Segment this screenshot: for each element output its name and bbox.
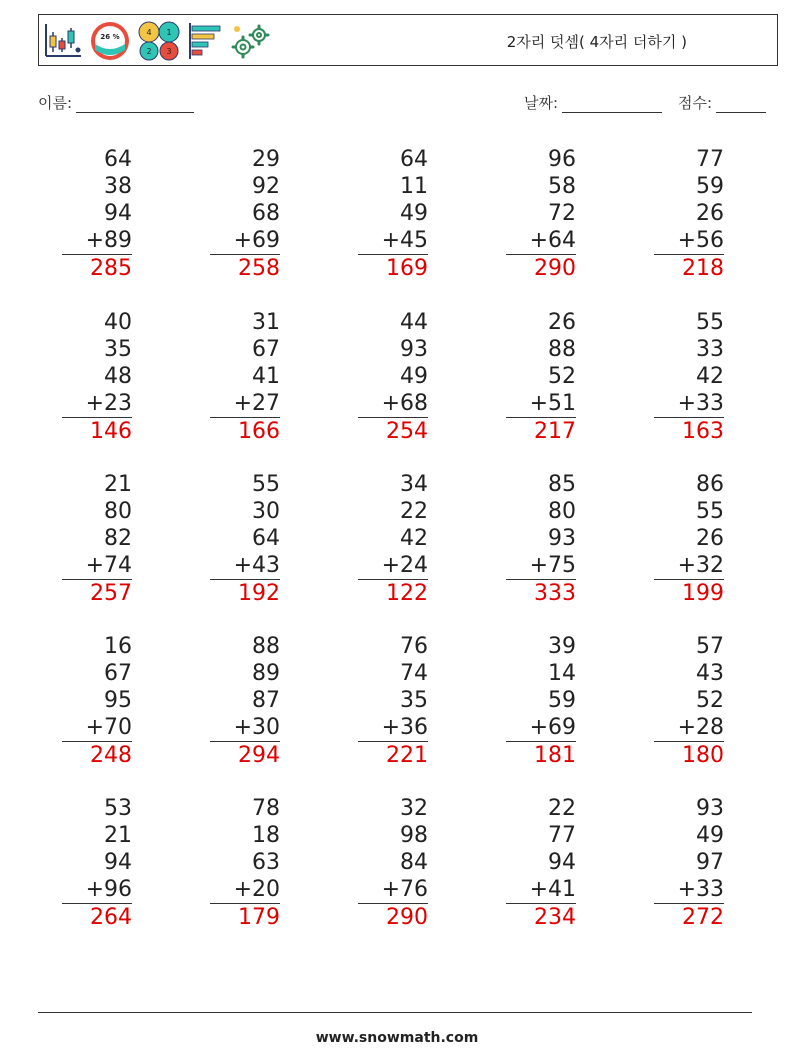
- last-addend: +33: [654, 390, 724, 418]
- answer: 290: [534, 256, 576, 281]
- addend: 77: [696, 147, 724, 172]
- addend: 68: [252, 201, 280, 226]
- last-addend: +24: [358, 552, 428, 580]
- addition-problem: [654, 309, 724, 445]
- addend: 11: [400, 174, 428, 199]
- addend: 18: [252, 823, 280, 848]
- addition-problem: [506, 633, 576, 769]
- addition-problem: [654, 633, 724, 769]
- addend: 31: [252, 310, 280, 335]
- addend: 67: [104, 661, 132, 686]
- addend: 76: [400, 634, 428, 659]
- addend: 41: [252, 364, 280, 389]
- addition-problem: [358, 633, 428, 769]
- addend: 80: [548, 499, 576, 524]
- addend: 30: [252, 499, 280, 524]
- addend: 82: [104, 526, 132, 551]
- addend: 88: [548, 337, 576, 362]
- last-addend: +69: [210, 227, 280, 255]
- numbered-circles-icon: [137, 20, 181, 62]
- addend: 32: [400, 796, 428, 821]
- last-addend: +70: [62, 714, 132, 742]
- addition-problem: [62, 146, 132, 282]
- last-addend: +45: [358, 227, 428, 255]
- score-label: 점수:: [678, 94, 713, 112]
- addend: 33: [696, 337, 724, 362]
- addend: 95: [104, 688, 132, 713]
- answer: 258: [238, 256, 280, 281]
- answer: 217: [534, 419, 576, 444]
- last-addend: +36: [358, 714, 428, 742]
- addition-problem: [210, 309, 280, 445]
- addend: 22: [548, 796, 576, 821]
- addition-problem: [654, 471, 724, 607]
- addend: 64: [252, 526, 280, 551]
- gauge-text: 26 %: [100, 33, 120, 41]
- addend: 26: [696, 526, 724, 551]
- answer: 333: [534, 581, 576, 606]
- answer: 248: [90, 743, 132, 768]
- last-addend: +41: [506, 876, 576, 904]
- circle-d-text: 3: [166, 47, 172, 56]
- name-field: [38, 92, 194, 113]
- addend: 35: [400, 688, 428, 713]
- answer: 221: [386, 743, 428, 768]
- answer: 181: [534, 743, 576, 768]
- addend: 55: [252, 472, 280, 497]
- addend: 58: [548, 174, 576, 199]
- last-addend: +20: [210, 876, 280, 904]
- addend: 55: [696, 310, 724, 335]
- addend: 80: [104, 499, 132, 524]
- addition-problem: [654, 146, 724, 282]
- answer: 179: [238, 905, 280, 930]
- last-addend: +27: [210, 390, 280, 418]
- addend: 92: [252, 174, 280, 199]
- addend: 67: [252, 337, 280, 362]
- answer: 192: [238, 581, 280, 606]
- answer: 180: [682, 743, 724, 768]
- addend: 35: [104, 337, 132, 362]
- addend: 93: [548, 526, 576, 551]
- name-label: 이름:: [38, 94, 73, 112]
- addend: 42: [400, 526, 428, 551]
- date-label: 날짜:: [524, 94, 559, 112]
- addend: 87: [252, 688, 280, 713]
- addend: 74: [400, 661, 428, 686]
- score-line: [716, 98, 766, 113]
- addend: 39: [548, 634, 576, 659]
- last-addend: +74: [62, 552, 132, 580]
- addend: 49: [400, 201, 428, 226]
- addend: 26: [696, 201, 724, 226]
- answer: 122: [386, 581, 428, 606]
- circle-c-text: 2: [146, 47, 152, 56]
- last-addend: +76: [358, 876, 428, 904]
- addition-problem: [358, 795, 428, 931]
- last-addend: +89: [62, 227, 132, 255]
- answer: 264: [90, 905, 132, 930]
- last-addend: +30: [210, 714, 280, 742]
- name-line: [76, 98, 194, 113]
- bar-list-icon: [187, 21, 223, 61]
- answer: 218: [682, 256, 724, 281]
- addend: 59: [548, 688, 576, 713]
- addend: 34: [400, 472, 428, 497]
- addend: 64: [400, 147, 428, 172]
- addend: 97: [696, 850, 724, 875]
- addition-problem: [358, 309, 428, 445]
- last-addend: +56: [654, 227, 724, 255]
- last-addend: +43: [210, 552, 280, 580]
- answer: 169: [386, 256, 428, 281]
- addend: 21: [104, 472, 132, 497]
- date-line: [562, 98, 662, 113]
- addend: 98: [400, 823, 428, 848]
- addend: 94: [548, 850, 576, 875]
- answer: 272: [682, 905, 724, 930]
- addend: 16: [104, 634, 132, 659]
- addend: 94: [104, 850, 132, 875]
- last-addend: +32: [654, 552, 724, 580]
- addend: 93: [400, 337, 428, 362]
- addition-problem: [210, 633, 280, 769]
- answer: 163: [682, 419, 724, 444]
- addition-problem: [506, 795, 576, 931]
- circle-b-text: 1: [166, 28, 172, 37]
- addition-problem: [358, 471, 428, 607]
- addend: 59: [696, 174, 724, 199]
- last-addend: +96: [62, 876, 132, 904]
- addition-problem: [62, 633, 132, 769]
- addend: 93: [696, 796, 724, 821]
- addend: 49: [400, 364, 428, 389]
- addend: 53: [104, 796, 132, 821]
- addend: 44: [400, 310, 428, 335]
- last-addend: +69: [506, 714, 576, 742]
- addend: 94: [104, 201, 132, 226]
- addition-problem: [62, 795, 132, 931]
- addend: 55: [696, 499, 724, 524]
- answer: 294: [238, 743, 280, 768]
- addend: 77: [548, 823, 576, 848]
- addend: 57: [696, 634, 724, 659]
- addend: 72: [548, 201, 576, 226]
- addend: 49: [696, 823, 724, 848]
- addend: 42: [696, 364, 724, 389]
- addition-problem: [210, 471, 280, 607]
- addend: 52: [548, 364, 576, 389]
- addition-problem: [62, 471, 132, 607]
- last-addend: +23: [62, 390, 132, 418]
- answer: 146: [90, 419, 132, 444]
- addition-problem: [210, 795, 280, 931]
- header-icons: [43, 19, 271, 63]
- addend: 89: [252, 661, 280, 686]
- footer-divider: [38, 1012, 752, 1013]
- answer: 290: [386, 905, 428, 930]
- addend: 86: [696, 472, 724, 497]
- addend: 21: [104, 823, 132, 848]
- footer-site: www.snowmath.com: [315, 1030, 479, 1046]
- addend: 26: [548, 310, 576, 335]
- addend: 29: [252, 147, 280, 172]
- addend: 64: [104, 147, 132, 172]
- gears-icon: [229, 21, 271, 61]
- circle-a-text: 4: [146, 28, 152, 37]
- answer: 199: [682, 581, 724, 606]
- last-addend: +33: [654, 876, 724, 904]
- answer: 234: [534, 905, 576, 930]
- addition-problem: [506, 146, 576, 282]
- header-box: [38, 14, 778, 66]
- last-addend: +64: [506, 227, 576, 255]
- addend: 38: [104, 174, 132, 199]
- addition-problem: [210, 146, 280, 282]
- answer: 254: [386, 419, 428, 444]
- worksheet-title: 2자리 덧셈( 4자리 더하기 ): [506, 33, 687, 51]
- answer: 285: [90, 256, 132, 281]
- addend: 84: [400, 850, 428, 875]
- last-addend: +68: [358, 390, 428, 418]
- score-field: [678, 92, 766, 113]
- date-field: [524, 92, 662, 113]
- addend: 40: [104, 310, 132, 335]
- percent-gauge-icon: [89, 20, 131, 62]
- addend: 43: [696, 661, 724, 686]
- addition-problem: [654, 795, 724, 931]
- last-addend: +51: [506, 390, 576, 418]
- candlestick-chart-icon: [43, 22, 83, 60]
- last-addend: +75: [506, 552, 576, 580]
- addend: 96: [548, 147, 576, 172]
- answer: 257: [90, 581, 132, 606]
- answer: 166: [238, 419, 280, 444]
- addend: 22: [400, 499, 428, 524]
- addend: 85: [548, 472, 576, 497]
- last-addend: +28: [654, 714, 724, 742]
- addend: 78: [252, 796, 280, 821]
- addition-problem: [358, 146, 428, 282]
- addend: 48: [104, 364, 132, 389]
- addition-problem: [506, 471, 576, 607]
- addend: 88: [252, 634, 280, 659]
- addend: 14: [548, 661, 576, 686]
- addend: 63: [252, 850, 280, 875]
- addition-problem: [506, 309, 576, 445]
- addend: 52: [696, 688, 724, 713]
- addition-problem: [62, 309, 132, 445]
